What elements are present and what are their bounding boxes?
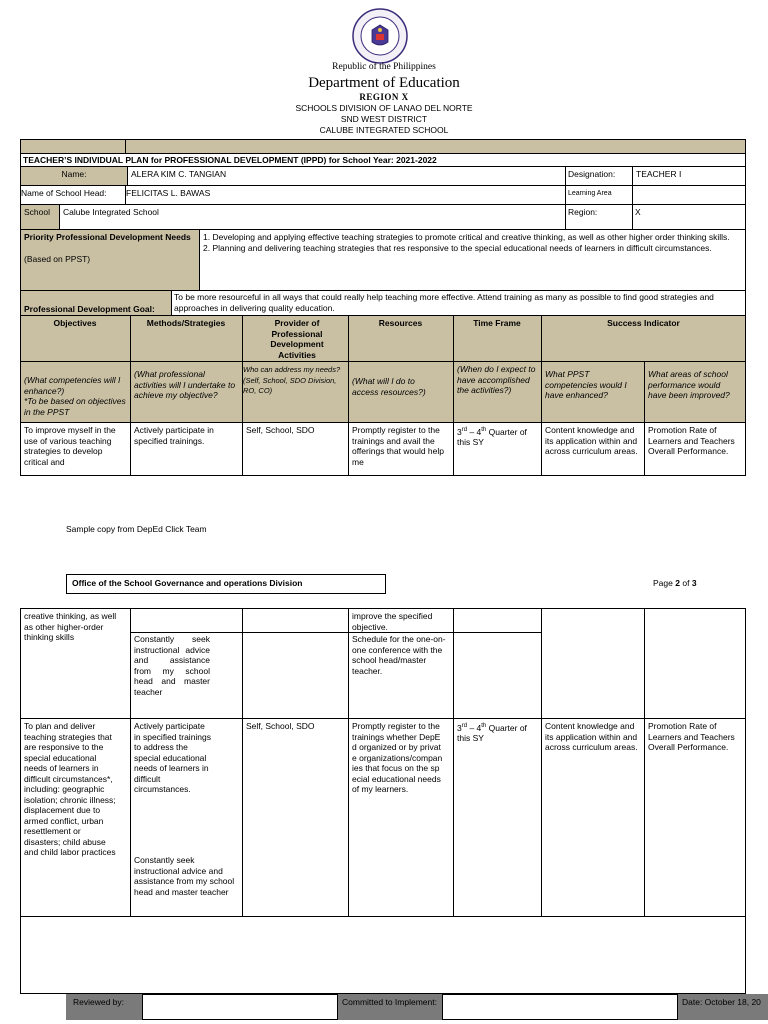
p2-row2-success: Content knowledge and its application within and across curriculum areas. xyxy=(545,721,638,752)
name-label: Name: xyxy=(61,169,87,179)
row1-method: Actively participate in specified trainings. xyxy=(134,425,214,446)
header-region: REGION X xyxy=(359,92,409,102)
row1-area: Promotion Rate of Learners and Teachers Overall Performance. xyxy=(648,425,735,456)
page-label: Page xyxy=(653,578,673,588)
p2-row2-time: 3rd – 4th Quarter of this SY xyxy=(457,722,527,744)
p2-row2-method-a: Actively participate in specified trainings to address the special educational needs of learners in difficult circumstances. xyxy=(134,721,212,794)
row1-success: Content knowledge and its application within and across curriculum areas. xyxy=(545,425,638,456)
p2-row2-objective: To plan and deliver teaching strategies that are responsive to the special educational needs of learners in difficult circumstances*, including: geographic isolation; chronic illness; displacement due to armed conflict, urban resettlement or disasters; child abuse and child labor practices xyxy=(24,721,116,857)
learning-area-label: Learning Area xyxy=(568,190,612,197)
sub-objectives: (What competencies will I enhance?) *To be based on objectives in the PPST xyxy=(24,375,126,417)
row1-provider: Self, School, SDO xyxy=(246,425,315,435)
row1-time: 3rd – 4th Quarter of this SY xyxy=(457,426,527,448)
p2-row1-resource-b: Schedule for the one-on-one conference with the school head/master teacher. xyxy=(352,634,446,676)
priority-sub: (Based on PPST) xyxy=(24,254,91,264)
header-methods: Methods/Strategies xyxy=(146,318,226,328)
priority-text: 1. Developing and applying effective teaching strategies to promote critical and creative thinking, as well as other higher order thinking skills. 2. Planning and delivering teaching strategies that res responsive to the special educational needs of learners in difficult circumstances. xyxy=(203,232,730,253)
p2-row2-resource: Promptly register to the trainings whether DepEd organized or by private organizations/companies that focus on the special educational needs of my learners. xyxy=(352,721,443,794)
sub-methods: (What professional activities will I undertake to achieve my objective? xyxy=(134,369,236,400)
row1-resource: Promptly register to the trainings and avail the offerings that would help me xyxy=(352,425,444,467)
head-value: FELICITAS L. BAWAS xyxy=(126,188,211,198)
sub-provider: Who can address my needs? (Self, School, SDO Division, RO, CO) xyxy=(243,365,341,395)
header-department: Department of Education xyxy=(308,75,460,91)
header-district: SND WEST DISTRICT xyxy=(340,114,428,124)
priority-label: Priority Professional Development Needs xyxy=(24,232,191,242)
committed-label: Committed to Implement: xyxy=(342,997,437,1007)
goal-label: Professional Development Goal: xyxy=(24,304,155,314)
date-label: Date: October 18, 20 xyxy=(682,997,761,1007)
designation-value: TEACHER I xyxy=(636,169,682,179)
office-title: Office of the School Governance and operations Division xyxy=(72,578,303,588)
goal-text: To be more resourceful in all ways that could really help teaching more effective. Attend training as many as possible to find good strategies and approaches in delivering quality education. xyxy=(174,292,714,313)
sub-ppst: What PPST competencies would I have enhanced? xyxy=(545,369,627,400)
header-success: Success Indicator xyxy=(607,318,680,328)
school-value: Calube Integrated School xyxy=(63,207,159,217)
p2-row1-resource-a: improve the specified objective. xyxy=(352,611,433,632)
region-label: Region: xyxy=(568,207,598,217)
header-resources: Resources xyxy=(378,318,423,328)
row1-objective: To improve myself in the use of various teaching strategies to develop critical and xyxy=(24,425,116,467)
sub-timeframe: (When do I expect to have accomplished the activities?) xyxy=(457,364,536,395)
page-total: 3 xyxy=(691,578,697,588)
reviewed-label: Reviewed by: xyxy=(73,997,125,1007)
header-objectives: Objectives xyxy=(53,318,97,328)
p2-row2-provider: Self, School, SDO xyxy=(246,721,315,731)
form-title: TEACHER’S INDIVIDUAL PLAN for PROFESSIONAL DEVELOPMENT (IPPD) for School Year: 2021-2022 xyxy=(23,155,437,165)
footer-note: Sample copy from DepEd Click Team xyxy=(66,524,207,534)
top-band xyxy=(20,139,746,154)
p2-row1-objective: creative thinking, as well as other higher-order thinking skills xyxy=(24,611,117,642)
region-value: X xyxy=(635,207,641,217)
p2-row2-method-b: Constantly seek instructional advice and assistance from my school head and master teacher xyxy=(134,855,235,897)
page-number xyxy=(653,578,697,588)
page-of: of xyxy=(682,578,690,588)
p2-row1-method: Constantly seek instructional advice and assistance from my school head and master teacher xyxy=(134,634,210,697)
header-timeframe: Time Frame xyxy=(473,318,521,328)
sub-areas: What areas of school performance would have been improved? xyxy=(648,369,730,400)
header-division: SCHOOLS DIVISION OF LANAO DEL NORTE xyxy=(295,103,473,113)
header-republic: Republic of the Philippines xyxy=(332,62,436,72)
header-provider: Provider of Professional Development Activities xyxy=(270,318,324,360)
header-school: CALUBE INTEGRATED SCHOOL xyxy=(319,125,449,135)
sub-resources: (What will I do to access resources?) xyxy=(352,376,426,397)
school-label: School xyxy=(24,207,50,217)
page-current: 2 xyxy=(675,578,680,588)
name-value: ALERA KIM C. TANGIAN xyxy=(131,169,227,179)
designation-label: Designation: xyxy=(568,169,616,179)
p2-row2-area: Promotion Rate of Learners and Teachers Overall Performance. xyxy=(648,721,735,752)
head-label: Name of School Head: xyxy=(21,188,107,198)
deped-seal xyxy=(352,8,408,64)
